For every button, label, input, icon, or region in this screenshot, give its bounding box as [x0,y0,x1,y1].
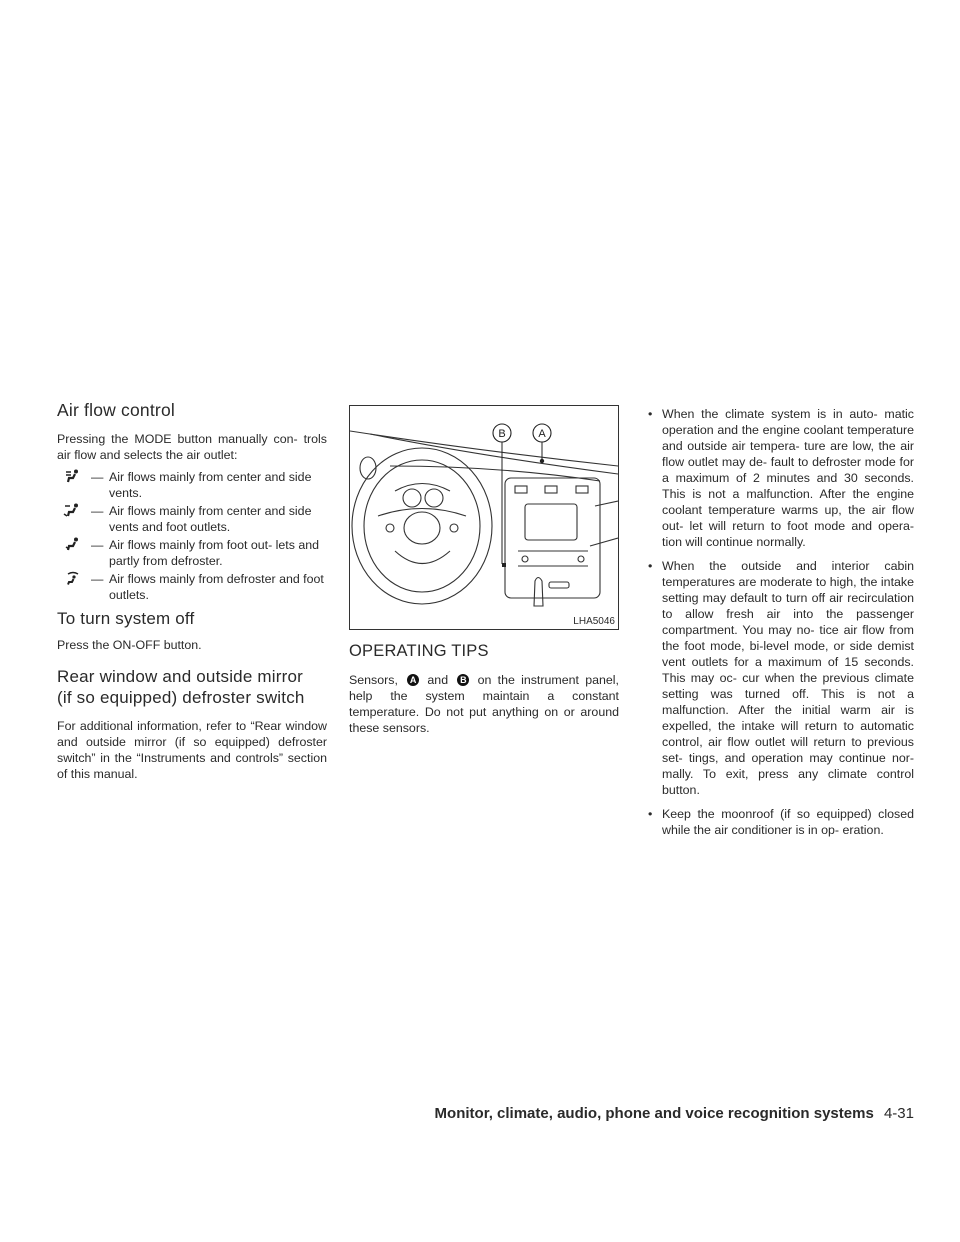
mode-text: Air flows mainly from center and side vents and foot outlets. [109,504,312,534]
mode-text: Air flows mainly from foot out- lets and partly from defroster. [109,538,320,568]
mode-item-bilevel [57,503,327,535]
bullet-dot: • [648,407,653,421]
mode-item-foot [57,537,327,569]
turnoff-heading: To turn system off [57,609,195,628]
rear-heading-line-1: Rear window and outside mirror [57,667,303,687]
bullet-dot: • [648,559,653,573]
mode-item-vent [57,469,327,501]
sensor-a-marker: A [407,674,419,686]
bullet-text: Keep the moonroof (if so equipped) closed while the air conditioner is in op- eration. [662,807,914,837]
sensor-b-marker: B [457,674,469,686]
tip-bullet [644,806,914,838]
mode-dash: — [91,470,104,484]
foot-mode-icon [57,537,91,569]
mode-item-foot-defrost [57,571,327,603]
tip-bullet [644,558,914,798]
page-number: 4-31 [883,1105,914,1122]
airflow-intro: Pressing the MODE button manually con- trols air flow and selects the air outlet: [57,432,327,462]
mode-text: Air flows mainly from center and side vents. [109,470,312,500]
middle-column [349,405,619,742]
mode-list [57,469,327,603]
operating-tips-text [349,672,619,736]
right-column [644,406,914,846]
rear-defroster-heading [57,667,327,708]
left-column [57,400,327,788]
rear-defroster-text: For additional information, refer to “Rear window and outside mirror (if so equipped) defroster switch” in the “Instruments and controls” section of this manual. [57,719,327,782]
tip-bullet [644,406,914,550]
mode-dash: — [91,504,104,518]
tips-text-rest: on the instrument panel, help the system maintain a constant temperature. Do not put anything on or around these sensors. [349,672,619,735]
mode-dash: — [91,572,104,586]
foot-defrost-mode-icon [57,571,91,603]
footer-section-title: Monitor, climate, audio, phone and voice recognition systems [434,1105,874,1122]
dashboard-figure [349,405,619,630]
tips-text-start: Sensors, [349,672,398,687]
turnoff-text: Press the ON-OFF button. [57,638,202,653]
tips-text-and: and [427,672,449,687]
bullet-text: When the climate system is in auto- matic operation and the engine coolant temperature and outside air tempera- ture are low, the air flow outlet may de- fault to defroster mode for a maximum of 2 minutes and 30 seconds. This is not a malfunction. After the engine coolant temperature warms up, the air flow out- let will return to foot mode and opera- tion will continue normally. [662,407,914,549]
bilevel-mode-icon [57,503,91,535]
callout-a: A [538,428,546,440]
mode-text: Air flows mainly from defroster and foot outlets. [109,572,324,602]
operating-tips-heading: OPERATING TIPS [349,642,489,660]
page-footer [435,1105,914,1122]
vent-mode-icon [57,469,91,501]
airflow-heading: Air flow control [57,400,175,420]
rear-heading-line-2: (if so equipped) defroster switch [57,687,305,707]
dashboard-illustration [350,406,618,629]
mode-dash: — [91,538,104,552]
callout-b: B [498,428,506,440]
bullet-text: When the outside and interior cabin temperatures are moderate to high, the intake setting may default to turn off air recirculation to allow fresh air into the passenger compartment. You may no- tice air flow from the foot mode, bi-level mode, or side demist vent outlets for a maximum of 15 seconds. This may oc- cur when the previous climate setting was turned off. This is not a malfunction. After the initial warm air is expelled, the intake will return to automatic control, air flow outlet will return to previous set- tings, and operation may continue nor- mally. To exit, press any climate control button. [662,559,914,797]
figure-label: LHA5046 [573,616,615,627]
bullet-dot: • [648,807,653,821]
